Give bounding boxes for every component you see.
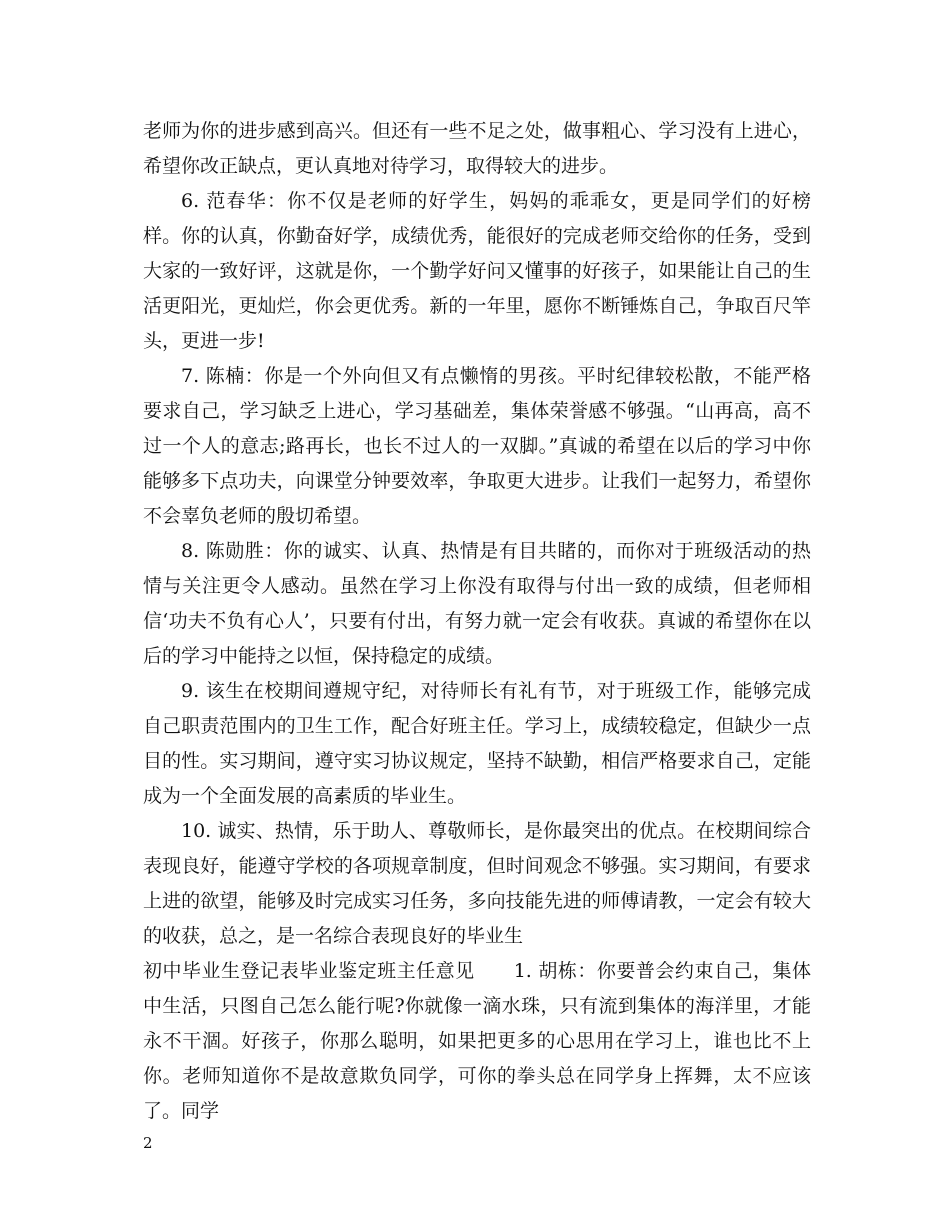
paragraph-comment-10: 10. 诚实、热情，乐于助人、尊敬师长，是你最突出的优点。在校期间综合表现良好，能遵守学校的各项规章制度，但时间观念不够强。实习期间，有要求上进的欲望，能够及时完成实习任务，多向技能先进的师傅请教，一定会有较大的收获，总之，是一名综合表现良好的毕业生 [143,820,811,947]
paragraph-section-heading-and-comment-1: 初中毕业生登记表毕业鉴定班主任意见 1. 胡栋：你要普会约束自己，集体中生活，只图自己怎么能行呢?你就像一滴水珠，只有流到集体的海洋里，才能永不干涸。好孩子，你那么聪明，如果把更多的心思用在学习上，谁也比不上你。老师知道你不是故意欺负同学，可你的拳头总在同学身上挥舞，太不应该了。同学 [143,960,811,1122]
paragraph-comment-7: 7. 陈楠：你是一个外向但又有点懒惰的男孩。平时纪律较松散，不能严格要求自己，学习缺乏上进心，学习基础差，集体荣誉感不够强。“山再高，高不过一个人的意志;路再长，也长不过人的一双脚。”真诚的希望在以后的学习中你能够多下点功夫，向课堂分钟要效率，争取更大进步。让我们一起努力，希望你不会辜负老师的殷切希望。 [143,365,811,527]
document-body [143,114,811,1129]
paragraph-comment-6: 6. 范春华：你不仅是老师的好学生，妈妈的乖乖女，更是同学们的好榜样。你的认真，你勤奋好学，成绩优秀，能很好的完成老师交给你的任务，受到大家的一致好评，这就是你，一个勤学好问又懂事的好孩子，如果能让自己的生活更阳光，更灿烂，你会更优秀。新的一年里，愿你不断锤炼自己，争取百尺竿头，更进一步! [143,190,811,352]
paragraph-continuation: 老师为你的进步感到高兴。但还有一些不足之处，做事粗心、学习没有上进心，希望你改正缺点，更认真地对待学习，取得较大的进步。 [143,120,811,177]
paragraph-comment-9: 9. 该生在校期间遵规守纪，对待师长有礼有节，对于班级工作，能够完成自己职责范围内的卫生工作，配合好班主任。学习上，成绩较稳定，但缺少一点目的性。实习期间，遵守实习协议规定，坚持不缺勤，相信严格要求自己，定能成为一个全面发展的高素质的毕业生。 [143,680,811,807]
paragraph-comment-8: 8. 陈勋胜：你的诚实、认真、热情是有目共睹的，而你对于班级活动的热情与关注更令人感动。虽然在学习上你没有取得与付出一致的成绩，但老师相信‘功夫不负有心人’，只要有付出，有努力就一定会有收获。真诚的希望你在以后的学习中能持之以恒，保持稳定的成绩。 [143,540,811,667]
page-number: 2 [143,1134,153,1152]
